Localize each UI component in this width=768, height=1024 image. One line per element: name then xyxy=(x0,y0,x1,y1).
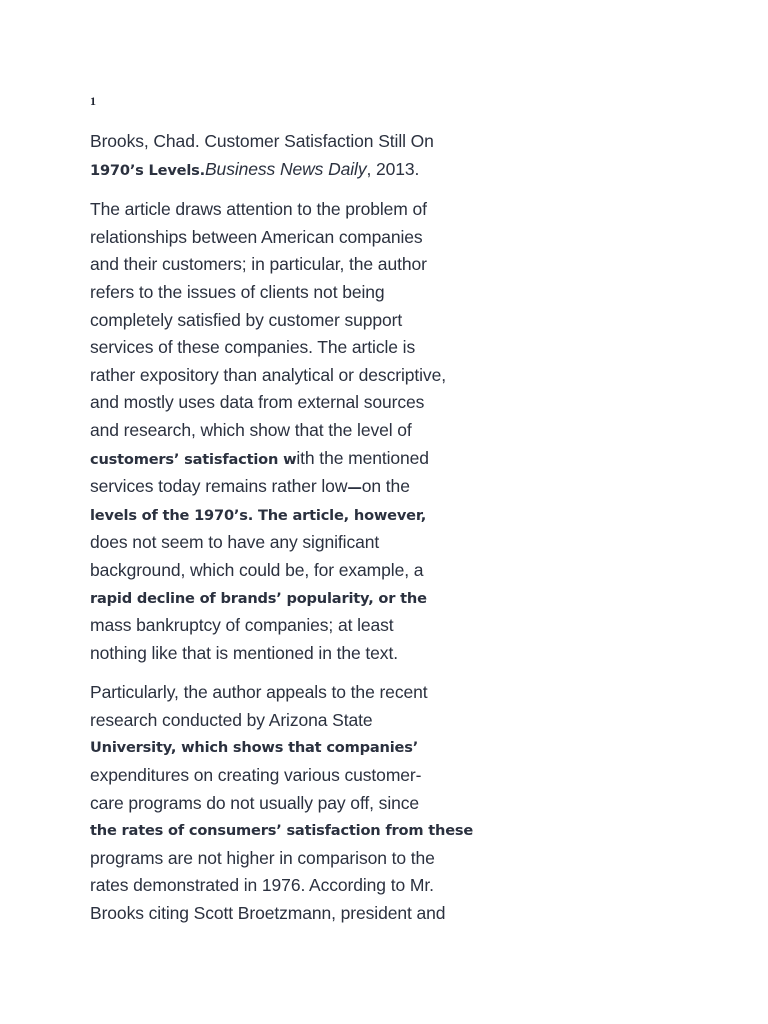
paragraph-2 xyxy=(90,679,474,927)
text-line: nothing like that is mentioned in the text. xyxy=(90,642,398,663)
citation-source: Business News Daily xyxy=(204,158,367,179)
citation-title-bold: 1970’s Levels. xyxy=(90,161,205,179)
paragraph-1 xyxy=(90,196,462,667)
text-line xyxy=(90,473,462,502)
bold-fragment: customers’ satisfaction w xyxy=(90,450,297,468)
text-line: rates demonstrated in 1976. According to Mr. xyxy=(90,875,434,896)
text-line: rather expository than analytical or descriptive, xyxy=(90,364,446,385)
em-dash: — xyxy=(347,479,362,497)
text-fragment: ith the mentioned xyxy=(296,447,429,468)
text-line: programs are not higher in comparison to the xyxy=(90,847,435,868)
text-fragment: on the xyxy=(361,476,410,497)
text-line-bold: levels of the 1970’s. The article, however, xyxy=(90,506,427,524)
text-line: and research, which show that the level of xyxy=(90,419,412,440)
text-line: research conducted by Arizona State xyxy=(90,709,373,730)
citation xyxy=(90,128,462,184)
text-line-bold: rapid decline of brands’ popularity, or the xyxy=(90,589,427,607)
text-line: background, which could be, for example, a xyxy=(90,559,424,580)
text-line: The article draws attention to the problem of xyxy=(90,199,427,220)
text-line: Particularly, the author appeals to the recent xyxy=(90,682,428,703)
text-line: and mostly uses data from external sources xyxy=(90,392,425,413)
text-fragment: services today remains rather low xyxy=(90,476,348,497)
text-line: expenditures on creating various customer- xyxy=(90,765,422,786)
citation-line xyxy=(90,156,462,185)
text-line xyxy=(90,445,462,474)
text-line: does not seem to have any significant xyxy=(90,532,380,553)
text-line-bold: the rates of consumers’ satisfaction from these xyxy=(90,822,474,840)
text-line: refers to the issues of clients not being xyxy=(90,281,385,302)
citation-text: Brooks, Chad. Customer Satisfaction Still On xyxy=(90,131,434,151)
citation-year: , 2013. xyxy=(366,158,420,179)
text-line-bold: University, which shows that companies’ xyxy=(90,739,419,757)
text-line: Brooks citing Scott Broetzmann, president and xyxy=(90,903,446,924)
text-line: relationships between American companies xyxy=(90,226,423,247)
document-body xyxy=(90,128,474,940)
text-line: completely satisfied by customer support xyxy=(90,309,403,330)
page-number: 1 xyxy=(90,94,96,108)
text-line: mass bankruptcy of companies; at least xyxy=(90,615,394,636)
citation-line xyxy=(90,128,462,156)
text-line: and their customers; in particular, the author xyxy=(90,254,427,275)
text-line: care programs do not usually pay off, since xyxy=(90,792,420,813)
text-line: services of these companies. The article is xyxy=(90,337,416,358)
